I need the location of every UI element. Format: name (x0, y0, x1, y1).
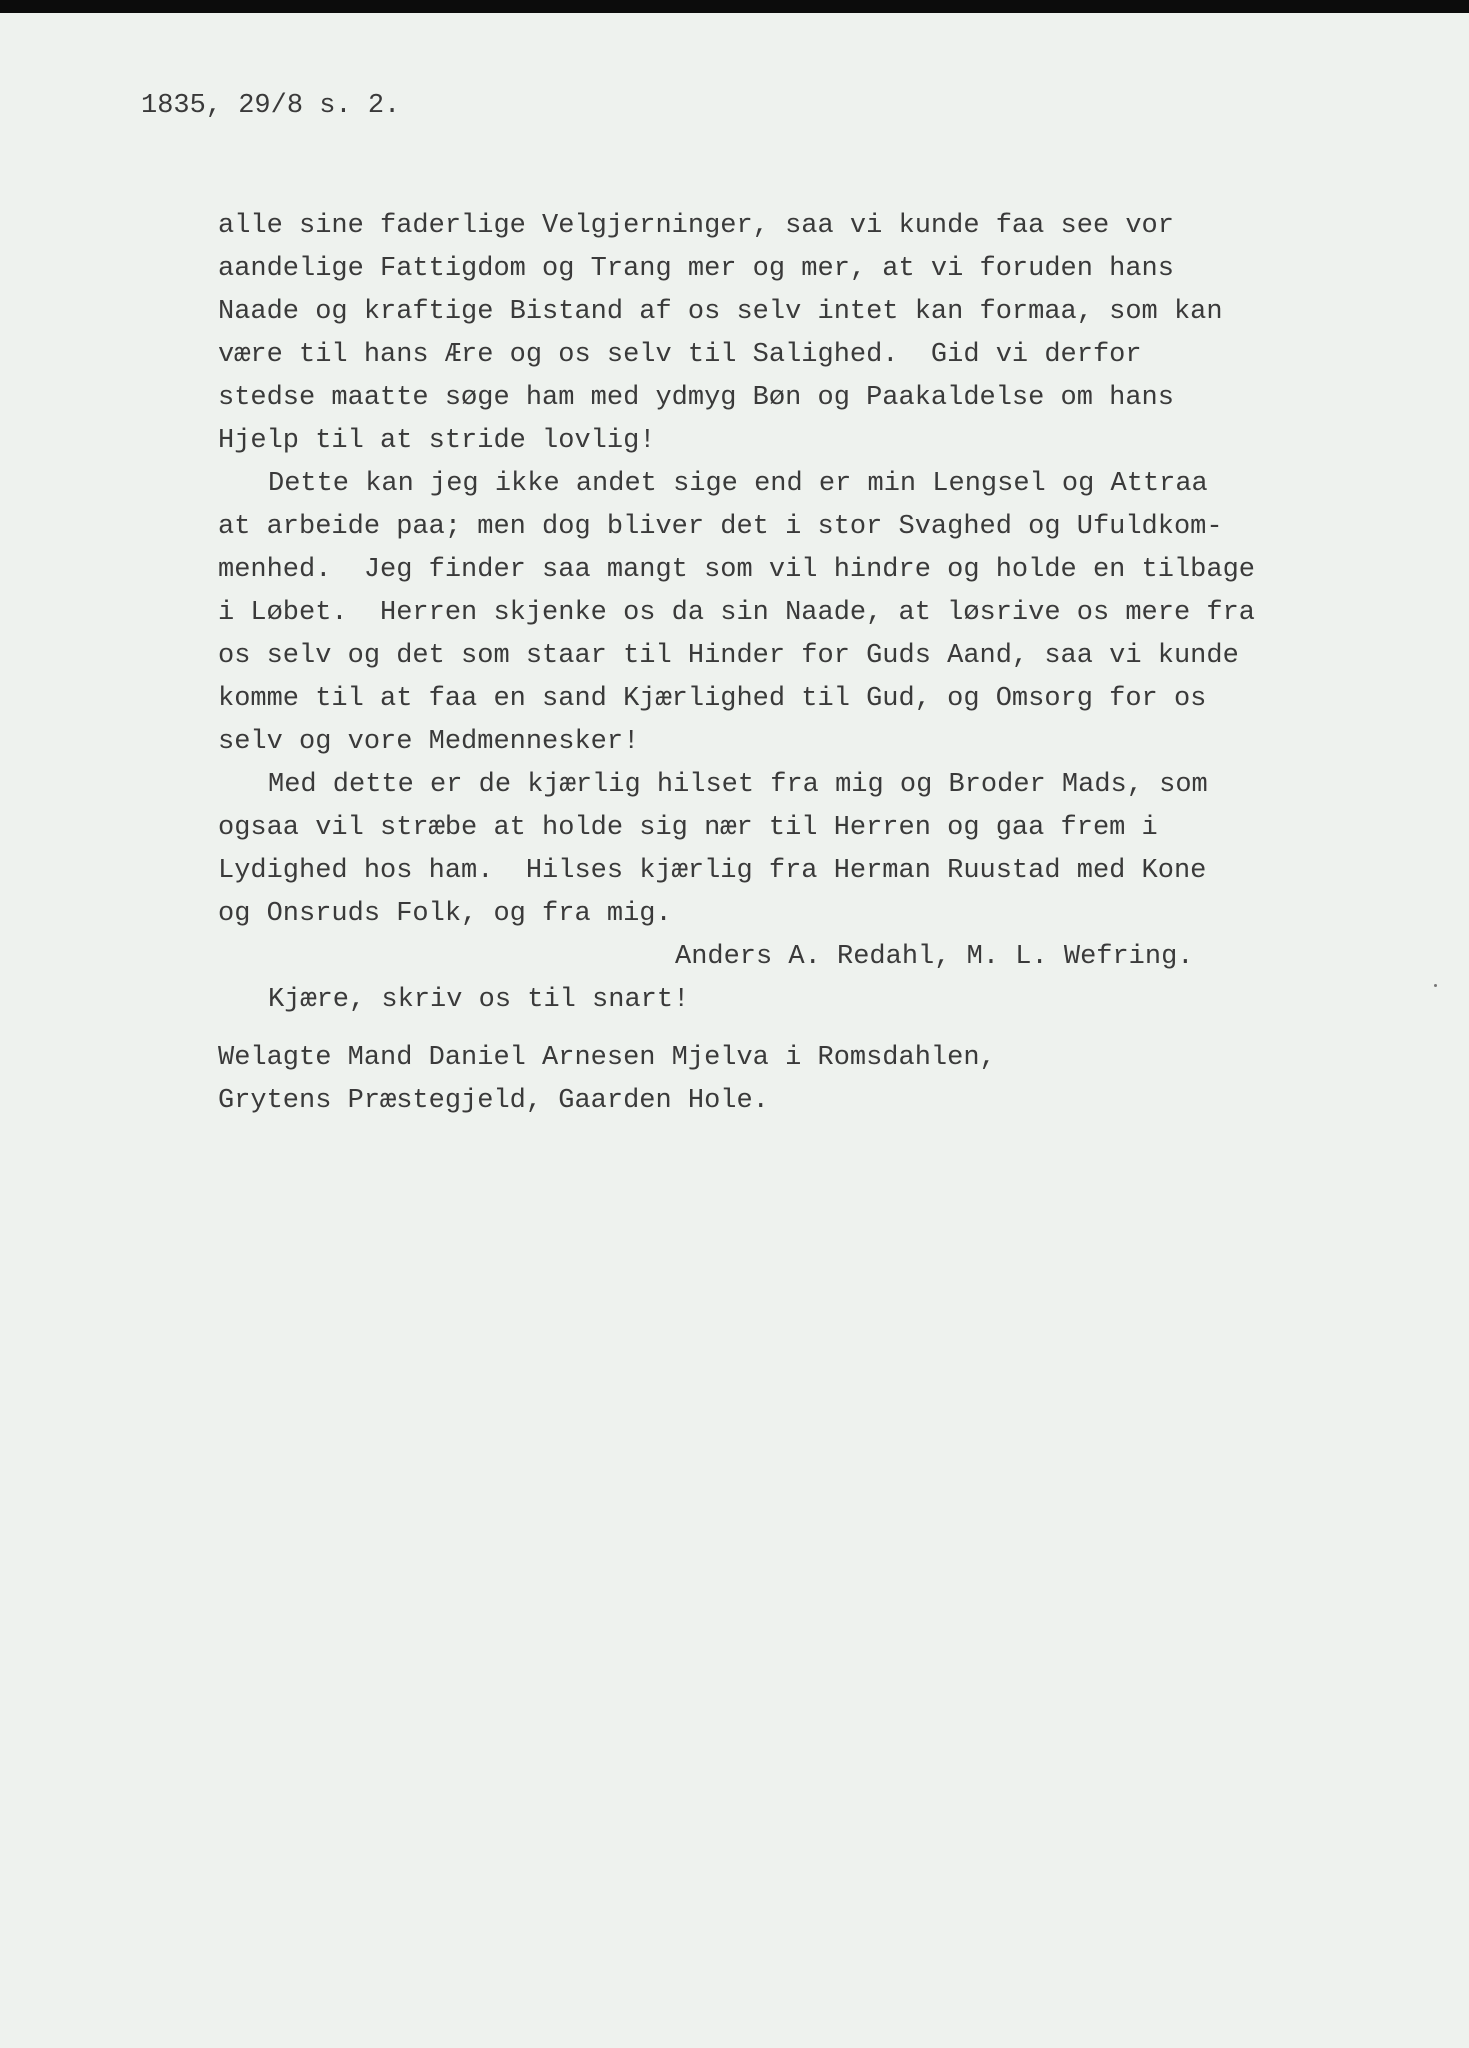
letter-line: og Onsruds Folk, og fra mig. (218, 899, 672, 929)
letter-line: Med dette er de kjærlig hilset fra mig og Broder Mads, som (268, 770, 1208, 800)
letter-postscript: Kjære, skriv os til snart! (268, 985, 690, 1015)
address-line: Welagte Mand Daniel Arnesen Mjelva i Romsdahlen, (218, 1043, 996, 1073)
letter-line: ogsaa vil stræbe at holde sig nær til Herren og gaa frem i (218, 813, 1158, 843)
letter-line: os selv og det som staar til Hinder for Guds Aand, saa vi kunde (218, 641, 1239, 671)
letter-line: selv og vore Medmennesker! (218, 727, 640, 757)
letter-signature: Anders A. Redahl, M. L. Wefring. (675, 942, 1194, 972)
letter-line: at arbeide paa; men dog bliver det i stor Svaghed og Ufuldkom- (218, 512, 1223, 542)
letter-line: Dette kan jeg ikke andet sige end er min Lengsel og Attraa (268, 469, 1208, 499)
letter-line: stedse maatte søge ham med ydmyg Bøn og Paakaldelse om hans (218, 383, 1174, 413)
letter-line: komme til at faa en sand Kjærlighed til Gud, og Omsorg for os (218, 684, 1207, 714)
letter-line: alle sine faderlige Velgjerninger, saa vi kunde faa see vor (218, 211, 1174, 241)
paper-speck (1434, 984, 1437, 987)
letter-line: menhed. Jeg finder saa mangt som vil hindre og holde en tilbage (218, 555, 1255, 585)
scan-top-border (0, 0, 1469, 13)
letter-line: være til hans Ære og os selv til Salighed. Gid vi derfor (218, 340, 1142, 370)
page-reference-header: 1835, 29/8 s. 2. (141, 91, 401, 121)
letter-line: Lydighed hos ham. Hilses kjærlig fra Herman Ruustad med Kone (218, 856, 1207, 886)
address-line: Grytens Præstegjeld, Gaarden Hole. (218, 1086, 769, 1116)
letter-line: Hjelp til at stride lovlig! (218, 426, 656, 456)
letter-line: aandelige Fattigdom og Trang mer og mer, at vi foruden hans (218, 254, 1174, 284)
letter-line: i Løbet. Herren skjenke os da sin Naade, at løsrive os mere fra (218, 598, 1255, 628)
document-page (0, 13, 1469, 2048)
letter-line: Naade og kraftige Bistand af os selv intet kan formaa, som kan (218, 297, 1223, 327)
